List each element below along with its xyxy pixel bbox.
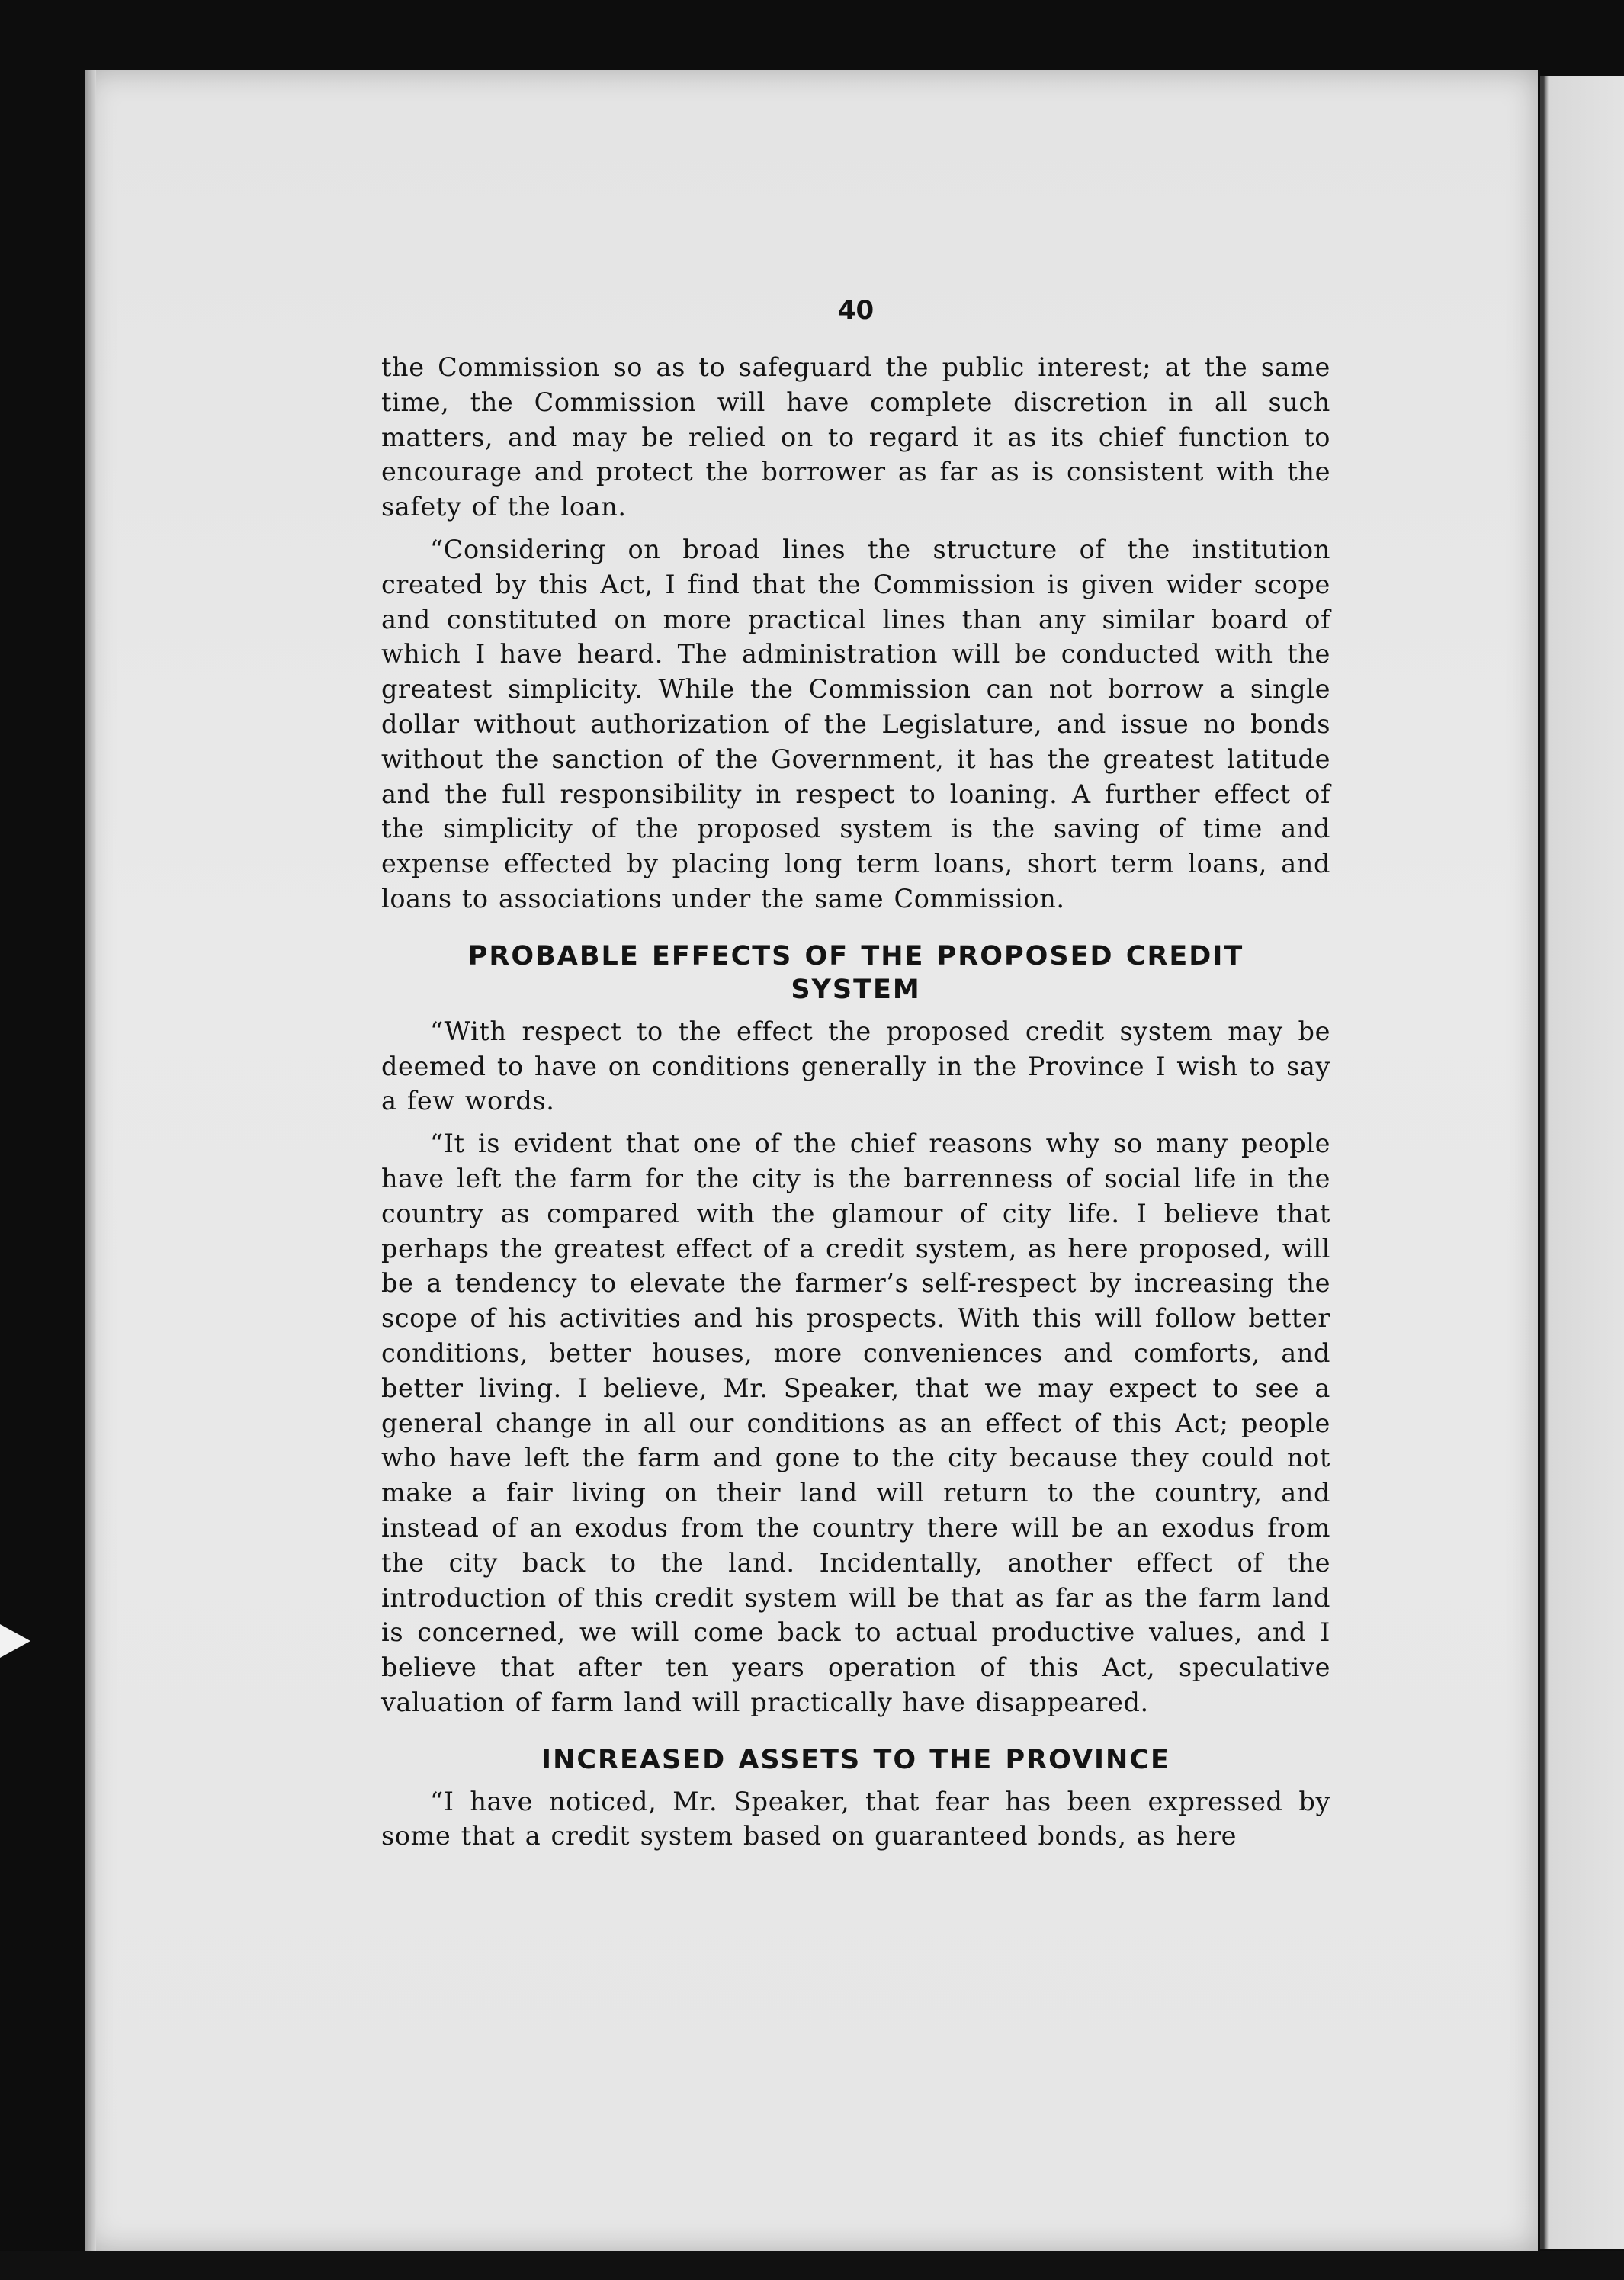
paragraph-fear-expressed: “I have noticed, Mr. Speaker, that fear has been expressed by some that a credit system based on guaranteed bonds, as here: [381, 1786, 1330, 1851]
scan-border-bottom: [0, 2251, 1624, 2280]
page-binding-edge: [85, 70, 96, 2251]
paragraph-commission-discretion: the Commission so as to safeguard the public interest; at the same time, the Commission will have complete discretion in all such matters, and may be relied on to regard it as its chief function to encourage and protect the borrower as far as is consistent with the safety of the loan.: [381, 352, 1330, 522]
heading-probable-effects-line1: PROBABLE EFFECTS OF THE PROPOSED CREDIT: [467, 940, 1244, 971]
paragraph-institution-structure: “Considering on broad lines the structure of the institution created by this Act, I find that the Commission is given wider scope and constituted on more practical lines than any similar board of which I have heard. The administration will be conducted with the greatest simplicity. While the Commission can not borrow a single dollar without authorization of the Legislature, and issue no bonds without the sanction of the Government, it has the greatest latitude and the full responsibility in respect to loaning. A further effect of the simplicity of the proposed system is the saving of time and expense effected by placing long term loans, short term loans, and loans to associations under the same Commission.: [381, 534, 1330, 914]
page-number: 40: [837, 295, 875, 326]
page-text-block: [381, 294, 1330, 1854]
heading-probable-effects-line2: SYSTEM: [791, 974, 921, 1005]
adjacent-page-edge: [1540, 76, 1624, 2249]
paragraph-effect-on-conditions: “With respect to the effect the proposed credit system may be deemed to have on conditions generally in the Province I wish to say a few words.: [381, 1016, 1330, 1116]
heading-probable-effects: [381, 939, 1330, 1007]
heading-increased-assets: INCREASED ASSETS TO THE PROVINCE: [541, 1744, 1170, 1775]
paragraph-farm-to-city: “It is evident that one of the chief reasons why so many people have left the farm for the city is the barrenness of social life in the country as compared with the glamour of city life. I believe that perhaps the greatest effect of a credit system, as here proposed, will be a tendency to elevate the farmer’s self-respect by increasing the scope of his activities and his prospects. With this will follow better conditions, better houses, more conveniences and comforts, and better living. I believe, Mr. Speaker, that we may expect to see a general change in all our conditions as an effect of this Act; people who have left the farm and gone to the city because they could not make a fair living on their land will return to the country, and instead of an exodus from the country there will be an exodus from the city back to the land. Incidentally, another effect of the introduction of this credit system will be that as far as the farm land is concerned, we will come back to actual productive values, and I believe that after ten years operation of this Act, speculative valuation of farm land will practically have disappeared.: [381, 1129, 1330, 1717]
scan-marker-arrow: [0, 1624, 30, 1658]
